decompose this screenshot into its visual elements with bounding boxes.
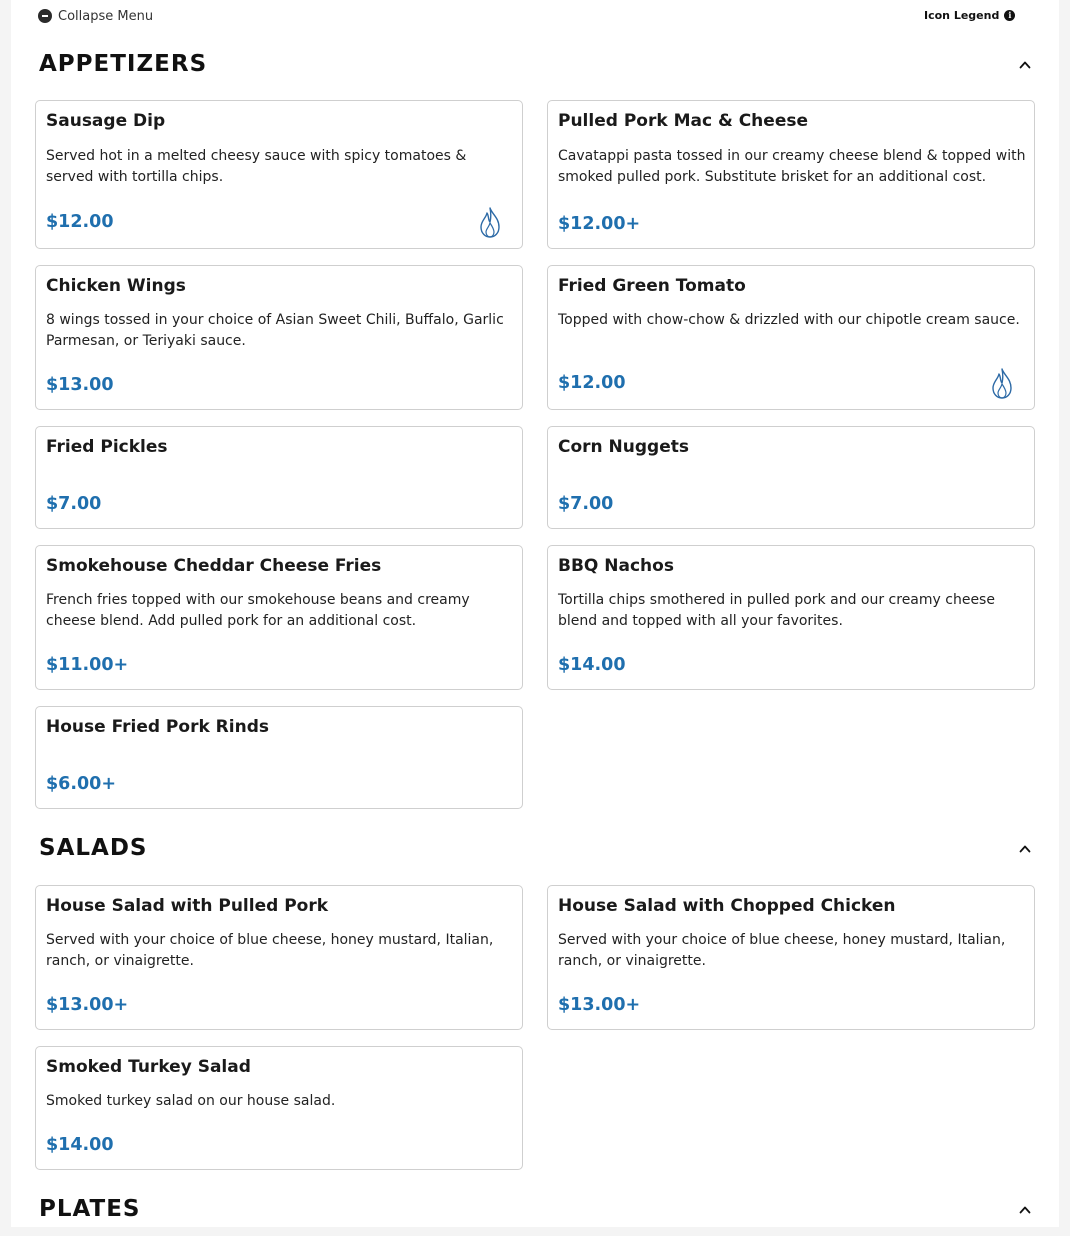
section-title: SALADS — [39, 835, 148, 861]
item-price: $11.00+ — [46, 655, 129, 675]
menu-item-card[interactable] — [547, 885, 1035, 1030]
item-name: Corn Nuggets — [558, 437, 690, 457]
section-header-appetizers — [11, 51, 1059, 91]
item-price: $12.00 — [558, 373, 626, 393]
item-description: Tortilla chips smothered in pulled pork and our creamy cheese blend and topped with all your favorites. — [558, 592, 995, 629]
item-price: $12.00+ — [558, 214, 641, 234]
menu-toolbar — [11, 0, 1059, 32]
flame-icon — [478, 207, 502, 239]
item-description: Cavatappi pasta tossed in our creamy cheese blend & topped with smoked pulled pork. Substitute brisket for an additional cost. — [558, 148, 1026, 185]
section-title: PLATES — [39, 1196, 141, 1222]
menu-page — [11, 0, 1059, 1227]
menu-item-card[interactable] — [547, 100, 1035, 249]
item-price: $13.00 — [46, 375, 114, 395]
menu-item-card[interactable] — [35, 706, 523, 809]
icon-legend-button[interactable] — [924, 7, 1015, 23]
item-description: Served with your choice of blue cheese, honey mustard, Italian, ranch, or vinaigrette. — [46, 932, 494, 969]
minus-circle-icon — [38, 9, 52, 23]
chevron-up-icon[interactable] — [1019, 1204, 1031, 1216]
item-name: Smoked Turkey Salad — [46, 1057, 251, 1077]
item-price: $14.00 — [558, 655, 626, 675]
menu-item-card[interactable] — [35, 265, 523, 410]
item-name: Pulled Pork Mac & Cheese — [558, 111, 808, 131]
icon-legend-label: Icon Legend — [924, 8, 1000, 22]
menu-item-card[interactable] — [35, 426, 523, 529]
menu-item-card[interactable] — [547, 545, 1035, 690]
section-header-salads — [11, 835, 1059, 875]
menu-item-card[interactable] — [35, 100, 523, 249]
item-price: $6.00+ — [46, 774, 117, 794]
collapse-menu-button[interactable] — [38, 7, 153, 25]
item-price: $14.00 — [46, 1135, 114, 1155]
item-name: House Fried Pork Rinds — [46, 717, 269, 737]
menu-item-card[interactable] — [547, 426, 1035, 529]
item-name: Fried Pickles — [46, 437, 168, 457]
chevron-up-icon[interactable] — [1019, 59, 1031, 71]
item-name: Fried Green Tomato — [558, 276, 746, 296]
flame-icon — [990, 368, 1014, 400]
item-price: $13.00+ — [558, 995, 641, 1015]
chevron-up-icon[interactable] — [1019, 843, 1031, 855]
section-header-plates — [11, 1196, 1059, 1236]
section-title: APPETIZERS — [39, 51, 208, 77]
item-description: 8 wings tossed in your choice of Asian Sweet Chili, Buffalo, Garlic Parmesan, or Teriyaki sauce. — [46, 312, 504, 349]
item-name: Smokehouse Cheddar Cheese Fries — [46, 556, 382, 576]
item-price: $12.00 — [46, 212, 114, 232]
item-name: House Salad with Pulled Pork — [46, 896, 329, 916]
menu-item-card[interactable] — [547, 265, 1035, 410]
menu-item-card[interactable] — [35, 545, 523, 690]
item-name: Sausage Dip — [46, 111, 166, 131]
item-description: Topped with chow-chow & drizzled with our chipotle cream sauce. — [558, 312, 1020, 328]
item-description: French fries topped with our smokehouse beans and creamy cheese blend. Add pulled pork for an additional cost. — [46, 592, 470, 629]
item-price: $7.00 — [46, 494, 102, 514]
menu-item-card[interactable] — [35, 885, 523, 1030]
item-name: BBQ Nachos — [558, 556, 674, 576]
item-price: $7.00 — [558, 494, 614, 514]
item-description: Smoked turkey salad on our house salad. — [46, 1093, 336, 1109]
item-name: Chicken Wings — [46, 276, 186, 296]
item-description: Served hot in a melted cheesy sauce with spicy tomatoes & served with tortilla chips. — [46, 148, 467, 185]
item-price: $13.00+ — [46, 995, 129, 1015]
menu-item-card[interactable] — [35, 1046, 523, 1170]
item-description: Served with your choice of blue cheese, honey mustard, Italian, ranch, or vinaigrette. — [558, 932, 1006, 969]
info-icon: i — [1004, 10, 1015, 21]
collapse-menu-label: Collapse Menu — [58, 8, 154, 24]
item-name: House Salad with Chopped Chicken — [558, 896, 896, 916]
